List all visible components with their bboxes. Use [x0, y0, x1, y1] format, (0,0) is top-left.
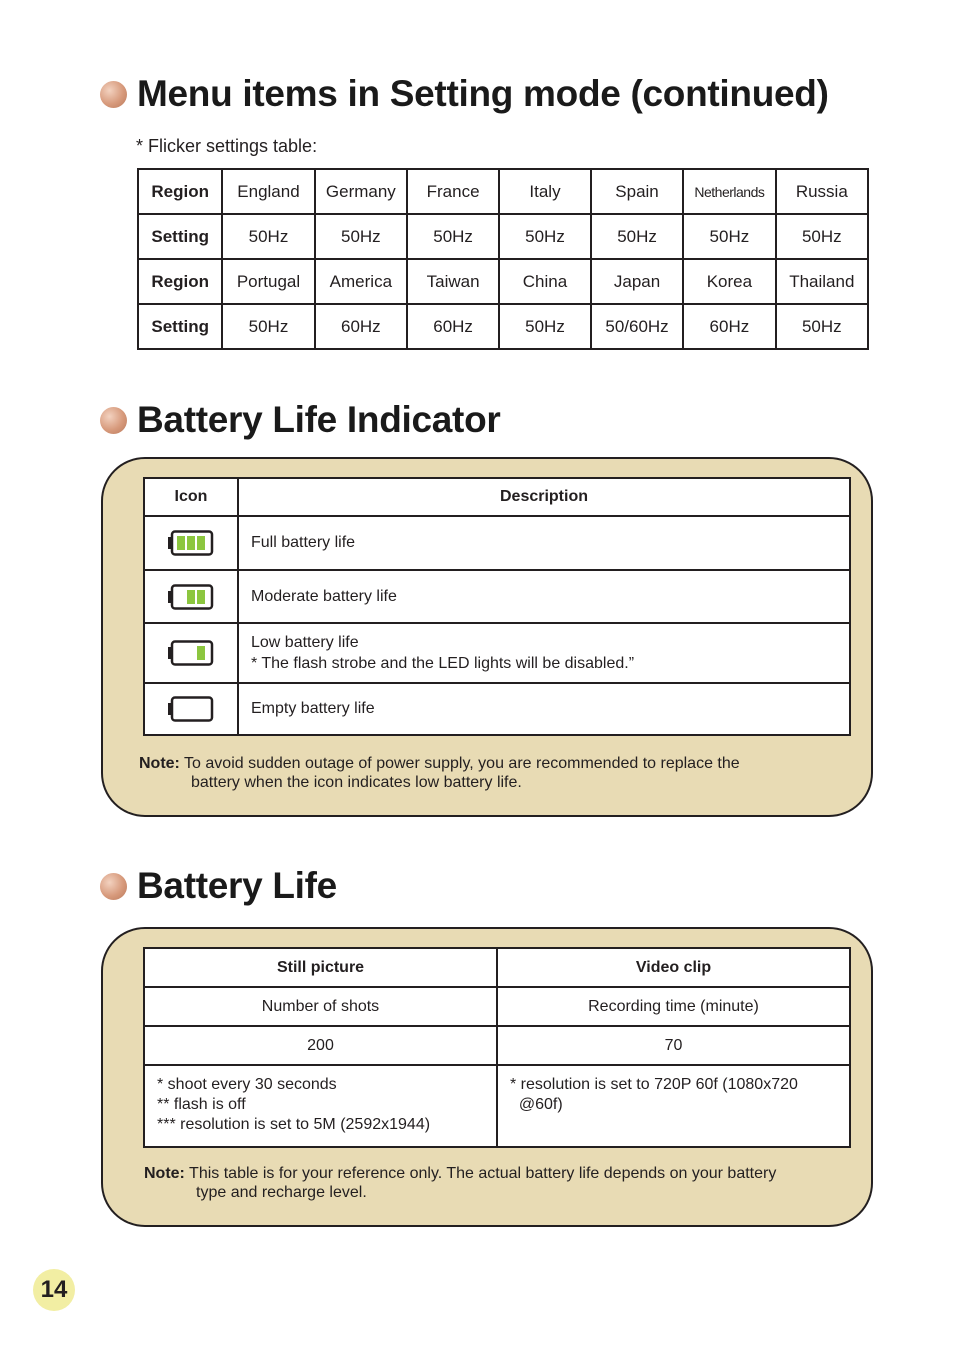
- video-unit-cell: Recording time (minute): [497, 987, 850, 1026]
- icon-column-header: Icon: [144, 478, 238, 516]
- note-text-cont: battery when the icon indicates low battery life.: [191, 774, 522, 791]
- table-row: [144, 987, 850, 1026]
- setting-cell: 60Hz: [683, 304, 775, 349]
- table-row: [138, 214, 868, 259]
- setting-cell: 50Hz: [776, 214, 868, 259]
- region-cell: Netherlands: [683, 169, 775, 214]
- battery-full-icon: [167, 529, 215, 557]
- row-label: Region: [138, 169, 222, 214]
- still-note-line: *** resolution is set to 5M (2592x1944): [157, 1116, 431, 1133]
- indicator-note: [139, 754, 839, 792]
- section-heading-menu: [100, 73, 829, 115]
- region-cell: America: [315, 259, 407, 304]
- bullet-icon: [100, 407, 127, 434]
- row-label: Region: [138, 259, 222, 304]
- icon-cell: [144, 683, 238, 735]
- description-text: Low battery life: [251, 634, 359, 651]
- icon-cell: [144, 516, 238, 570]
- table-row: [144, 1026, 850, 1065]
- region-cell: Taiwan: [407, 259, 499, 304]
- flicker-settings-table: [137, 168, 869, 350]
- description-cell: [238, 623, 850, 683]
- flicker-caption: * Flicker settings table:: [136, 136, 318, 156]
- table-row: [138, 259, 868, 304]
- region-cell: Japan: [591, 259, 683, 304]
- region-cell: Portugal: [222, 259, 314, 304]
- bullet-icon: [100, 873, 127, 900]
- note-text-cont: type and recharge level.: [196, 1184, 367, 1201]
- description-cell: Full battery life: [238, 516, 850, 570]
- table-row: [144, 683, 850, 735]
- table-row: [138, 304, 868, 349]
- setting-cell: 50Hz: [222, 304, 314, 349]
- icon-cell: [144, 623, 238, 683]
- setting-cell: 60Hz: [407, 304, 499, 349]
- video-clip-header: Video clip: [497, 948, 850, 987]
- description-cell: Moderate battery life: [238, 570, 850, 623]
- region-cell: England: [222, 169, 314, 214]
- section-heading-indicator: [100, 399, 500, 441]
- description-note: * The flash strobe and the LED lights will be disabled.”: [251, 655, 635, 672]
- region-cell: Italy: [499, 169, 591, 214]
- table-header-row: [144, 948, 850, 987]
- region-cell: France: [407, 169, 499, 214]
- region-cell: Thailand: [776, 259, 868, 304]
- setting-cell: 50Hz: [407, 214, 499, 259]
- battery-low-icon: [167, 639, 215, 667]
- description-column-header: Description: [238, 478, 850, 516]
- video-note-line: * resolution is set to 720P 60f (1080x720: [510, 1076, 798, 1093]
- setting-cell: 50Hz: [222, 214, 314, 259]
- page-number: 14: [33, 1269, 75, 1311]
- still-note-line: ** flash is off: [157, 1096, 246, 1113]
- note-text: This table is for your reference only. The actual battery life depends on your battery: [189, 1165, 777, 1182]
- battery-life-note: [144, 1164, 854, 1202]
- setting-cell: 50Hz: [776, 304, 868, 349]
- region-cell: China: [499, 259, 591, 304]
- table-row: [144, 570, 850, 623]
- region-cell: Spain: [591, 169, 683, 214]
- heading-text: Battery Life: [137, 865, 337, 906]
- video-value-cell: 70: [497, 1026, 850, 1065]
- region-cell: Russia: [776, 169, 868, 214]
- still-picture-header: Still picture: [144, 948, 497, 987]
- still-note-line: * shoot every 30 seconds: [157, 1076, 337, 1093]
- video-note-line: @60f): [510, 1096, 563, 1113]
- table-header-row: [144, 478, 850, 516]
- region-cell: Korea: [683, 259, 775, 304]
- setting-cell: 50/60Hz: [591, 304, 683, 349]
- region-cell: Germany: [315, 169, 407, 214]
- battery-empty-icon: [167, 695, 215, 723]
- setting-cell: 50Hz: [591, 214, 683, 259]
- still-notes-cell: [144, 1065, 497, 1147]
- heading-text: Battery Life Indicator: [137, 399, 501, 440]
- section-heading-life: [100, 865, 337, 907]
- heading-text: Menu items in Setting mode (continued): [137, 73, 829, 114]
- icon-cell: [144, 570, 238, 623]
- still-unit-cell: Number of shots: [144, 987, 497, 1026]
- table-row: [144, 516, 850, 570]
- battery-moderate-icon: [167, 583, 215, 611]
- still-value-cell: 200: [144, 1026, 497, 1065]
- setting-cell: 50Hz: [499, 214, 591, 259]
- table-row: [144, 1065, 850, 1147]
- table-row: [138, 169, 868, 214]
- bullet-icon: [100, 81, 127, 108]
- row-label: Setting: [138, 214, 222, 259]
- description-cell: Empty battery life: [238, 683, 850, 735]
- video-notes-cell: [497, 1065, 850, 1147]
- note-label: Note:: [139, 755, 180, 772]
- setting-cell: 50Hz: [315, 214, 407, 259]
- battery-life-table: [143, 947, 851, 1148]
- setting-cell: 60Hz: [315, 304, 407, 349]
- setting-cell: 50Hz: [683, 214, 775, 259]
- row-label: Setting: [138, 304, 222, 349]
- note-text: To avoid sudden outage of power supply, you are recommended to replace the: [184, 755, 740, 772]
- table-row: [144, 623, 850, 683]
- setting-cell: 50Hz: [499, 304, 591, 349]
- note-label: Note:: [144, 1165, 185, 1182]
- battery-indicator-table: [143, 477, 851, 736]
